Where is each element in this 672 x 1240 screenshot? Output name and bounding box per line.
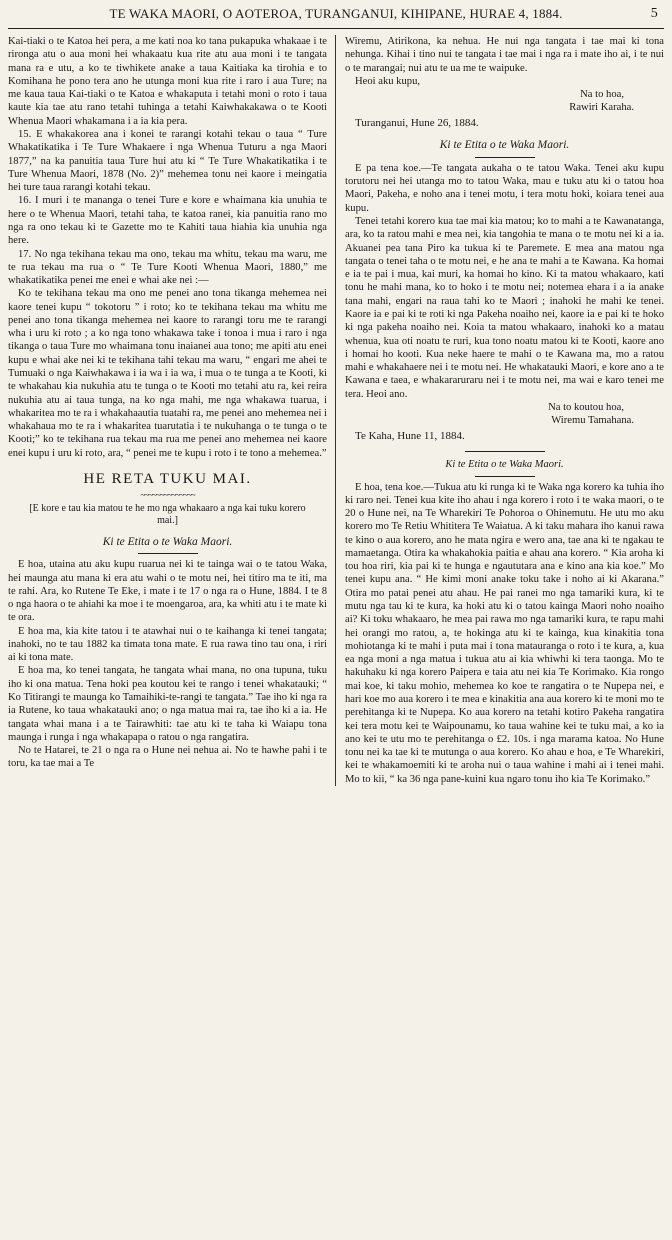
left-column	[8, 35, 336, 786]
letter-2-paragraph-1: E pa tena koe.—Te tangata aukaha o te tatou Waka. Tenei aku kupu torutoru nei hei utanga mo to tatou Waka, mau e tuku atu ki o tatou hoa Maori, Pakeha, e noho ana i tenei motu, i tera motu hoki, koiara tenei aua kupu.	[345, 162, 664, 214]
page-number: 5	[650, 6, 658, 21]
editor-disclaimer: [E kore e tau kia matou te he mo nga whakaaro a nga kai tuku korero mai.]	[29, 502, 306, 526]
letter-1-continuation: Wiremu, Atirikona, ka nehua. He nui nga tangata i tae mai ki tona nehunga. Kihai i tino nui te tangata i tae mai i nga ra i mate iho ai, i te nui o te marangai; nui atu te ua me te waipuke.	[345, 36, 664, 74]
section-rule	[465, 451, 545, 452]
columns	[8, 35, 664, 786]
law-section-16: 16. I muri i te mananga o tenei Ture e kore e whaimana kia unuhia te here o te Whenua Maori, tetahi taha, te katoa ranei, kia panuitia rano mo nga ra ono tekau ki te Gazette mo te Kahiti taua hiahia kia unuhia nga here.	[8, 195, 327, 247]
law-section-15: 15. E whakakorea ana i konei te rarangi kotahi tekau o taua “ Ture Whakatikatika i Te Ture Whakaere i nga Whenua Tuturu a nga Maori 1877,” na ka panuitia taua Ture hui atu ki “ Te Ture Whakatikatika i te Ture Whenua Maori, 1878 (No. 2)” mehemea tonu nei kaore i meingatia hei ture taua rarangi kotahi tekau.	[8, 128, 327, 194]
letter-2-signer: Wiremu Tamahana.	[551, 415, 634, 427]
letter-1-paragraph-2: E hoa ma, kia kite tatou i te atawhai nui o te kaihanga ki tenei tangata; inahoki, no te tau 1882 ka timata tona mate. E rua rawa tino tau ona, i riri ai ki tona mate.	[8, 625, 327, 664]
letter-1-paragraph-1: E hoa, utaina atu aku kupu ruarua nei ki te tainga wai o te tatou Waka, hei maunga atu mana ki era atu wahi o te motu nei, hei titiro ma te iti, ma te rahi. Ara, ko Rutene Te Eke, i mate i te 17 o nga ra o Hune, 1884. I te 8 o nga haora o te ahiahi ka moe i te moengaroa, ara, ka whiti atu i te mate ki te ora.	[8, 559, 327, 624]
letter-1-signer: Rawiri Karaha.	[569, 102, 634, 114]
letter-1-signoff: Na to hoa,	[580, 89, 624, 101]
heading-rule	[138, 553, 198, 554]
letter-3-paragraph-1: E hoa, tena koe.—Tukua atu ki runga ki te Waka nga korero ka tuhia iho ki raro nei. Tenei kua kite iho ahau i nga korero i roto i te waka maori, o te 20 o Hune nei, na Te Wharekiri Te Pohoroa o Ohinemutu. He utu mo aku korero mo Te Retiu Whititera Te Waiatua. A ki taku mahara iho kanui rawa te kino o aua korero, ano he mata ngira e wero ana, tae ana ki te ngakau te mamaetanga. Otira ka whakahokia paitia e ahau ana korero. “ Kia aroha ki tou hoa riri, kia pai ki te hunga e ngaututara ana e kino ana kia koe.” Mo tenei kupu ana. “ He kimi moni anake toku take i noho ai ki Akarana.” Otira mo patai penei atu ahau. He pai ranei mo nga tamariki kura, ki te mutu nga tau ki te kura, ka hoki atu ki o tatou kainga Maori noho noaiho ai? Ki toku whakaaro, he mea pai rawa mo nga tamariki kura, te rapu mahi hei orangi mo ratou, a, te hokinga atu ki te kainga, kua kinakitia tona mohiotanga ki te mahi i puta mai i tona matauranga o roto i te kura, a, kua ea nga moni a nga matua i tukua atu ai kia whiwhi ki tera taonga. Mo te hakuhaku ki nga korero Paipera e taia atu nei kia Te Korimako. Kia rongo mai koe, ki taku mohio, mehemea ko koe te rangatira o te Nupepa nei, e hari koe mo aua korero i te mea e kinakitia ana aua korero ki te moni mo te perehitanga ki te Nupepa. Ko aua korero na tetahi kotiro Pakeha rangatira kei tera motu kei te Waipounamu, ko taua wahine kei te tuku mai, a ko ia ano kei te utu mo te perehitanga o £2. 10s. i nga marama katoa. No Hune tonu nei ka tae ki te mutunga o aua korero. Ko ahau e hoa, e Te Wharekiri, kei te whakamoemiti ki te aroha nui o taua wahine i mahi ai i tenei mahi. Mo to kii, “ ka 36 nga pane-kuini kua ngaro tonu iho kia Te Korimako.”	[345, 481, 664, 785]
right-column	[336, 35, 664, 786]
law-intro-paragraph: Kai-tiaki o te Katoa hei pera, a me kati noa ko tana pukapuka whakaae i te rironga atu o aua moni hei whakaatu kua rite atu aua moni i te tangata mana ra e utu, a ko te tiwhikete anake a taua Kaitiaka ka tirohia e to Komihana he pono tera ano he utunga moni kua rite i raro i aua Ture; na me kaua taua Kai-tiaki o te Katoa e whakaputa i tetahi moni o roto i taua kaute kia tae atu rano tetahi tuhinga a tetahi Kaiwhakakawa o te Kooti Whenua Maori whakamana i a ia kia pera.	[8, 36, 327, 127]
letter-3-heading: Ki te Etita o te Waka Maori.	[445, 459, 564, 471]
letter-2-dateline: Te Kaha, Hune 11, 1884.	[355, 429, 465, 442]
wavy-divider: ~~~~~~~~~~~~~~	[140, 489, 195, 500]
letter-1-paragraph-3: E hoa ma, ko tenei tangata, he tangata whai mana, no ona tupuna, tuku iho ki ona matua. Tena hoki pea koutou kei te rango i tenei whakatauki; “ Ko Titirangi te maunga ko Tamaihiki-te-rangi te tangata.” Tae iho ki nga ra ia Rutene, ko taua whakatauki ano; o nga matua mai ra, tae iho ki a ia. He tangata whai mana i a te Tairawhiti: tae atu ki te taha ki Waiapu tona maunga i runga i nga whakapapa o ratou o nga rangatira.	[8, 665, 327, 743]
heading-rule	[475, 476, 535, 477]
letter-1-paragraph-4: No te Hatarei, te 21 o nga ra o Hune nei nehua ai. No te hawhe pahi i te toru, ka tae mai a Te	[8, 745, 327, 770]
masthead-title: TE WAKA MAORI, O AOTEROA, TURANGANUI, KIHIPANE, HURAE 4, 1884.	[109, 6, 563, 21]
heading-rule	[475, 157, 535, 158]
masthead	[8, 6, 664, 29]
letter-2-signoff: Na to koutou hoa,	[548, 401, 624, 413]
letter-2-paragraph-2: Tenei tetahi korero kua tae mai kia matou; ko to mahi a te Kawanatanga, ara, ko ta ratou mahi e mea nei, kia tangohia te mana o te motu nei ki a ia. Akuanei pea tana Piro ka tukua ki te Paremete. E mea ana matou nga tangata o tenei taha o te motu nei, e he ana te mahi a te Kawana. Ka homai e ia te pai i mua, kai muri, ka homai ho kino. Ki ta matou whakaaro, kati tonu he mahi mana, ko to hoko i te motu nei; notemea ehara i a ia anake tana mahi, engari na raua tahi ko te Maori ; inahoki he mahi ke tenei. Kaore ia e pai ki te roti ki nga Pakeha noaiho nei, kaore ia e pai ki te hoko ki nga pakeha noaiho nei. Koia ta matou whakaaro, inahoki ko a matau whenua, kua oti noatu te ruri, kua tono noatu matou ki te Kooti, kaore ano i homai ho kooti. Kua neke haere te mahi o te Kawana ma, mo a ratou mahi e whakahaere nei i te motu nei. He whakatauki Maori, e kore ano a te Kawana e taea, e whakararuraru nei i te motu nei, ma wai e karo tenei me tera. Heoi ano.	[345, 216, 664, 400]
letter-1-heading: Ki te Etita o te Waka Maori.	[102, 535, 233, 548]
letter-1-dateline: Turanganui, Hune 26, 1884.	[355, 116, 479, 129]
law-section-17-body: Ko te tekihana tekau ma ono me penei ano tona tikanga mehemea nei kaore tenei kupu “ tokotoru ” i roto; ko te tekihana tekau ma whitu me penei ano tona tikanga mehemea nei kaore to rarangi toru me te rarangi wha i uru ki roto ; a ko nga tono whakawa take i tonoa i mua i raro i nga tikanga o taua Ture mo whaimana tonu inaianei aua tono; me apiti atu enei kupu e whai ake nei ki te tekihana tahi tekau ma waru, “ engari me ahei te Tumuaki o nga Kaiwhakawa i ia wa i ia wa, i mua o te tunga a te Kooti, ki te whakahau kia nukuhia atu te tunga o te Kooti mo tetahi atu ra, kei reira nukuhia atu ai taua tunga, na ko nga mahi, me nga whakawa tuarua, i whakaritea mo te ra i whakahaautia tuatahi ra, me penei ano mehemea nei i whakahaua mo te ra i whakaritea tuarutatia i te nukuhanga o te tunga o te Kooti;” ko te tekihana rua tekau ma rua me penei ano mehemea nei kaore enei kupu i uru ki roto, ara, “ penei me te kupu i roto i te tono a mehemea.”	[8, 288, 327, 459]
letters-section-title: HE RETA TUKU MAI.	[83, 471, 252, 487]
letter-1-closing: Heoi aku kupu,	[355, 75, 421, 87]
law-section-17: 17. No nga tekihana tekau ma ono, tekau ma whitu, tekau ma waru, me te rua tekau ma rua o “ Te Ture Kooti Whenua Maori, 1880,” me whakatikatika penei me enei e whai ake nei :—	[8, 248, 327, 287]
letter-2-heading: Ki te Etita o te Waka Maori.	[439, 139, 570, 152]
